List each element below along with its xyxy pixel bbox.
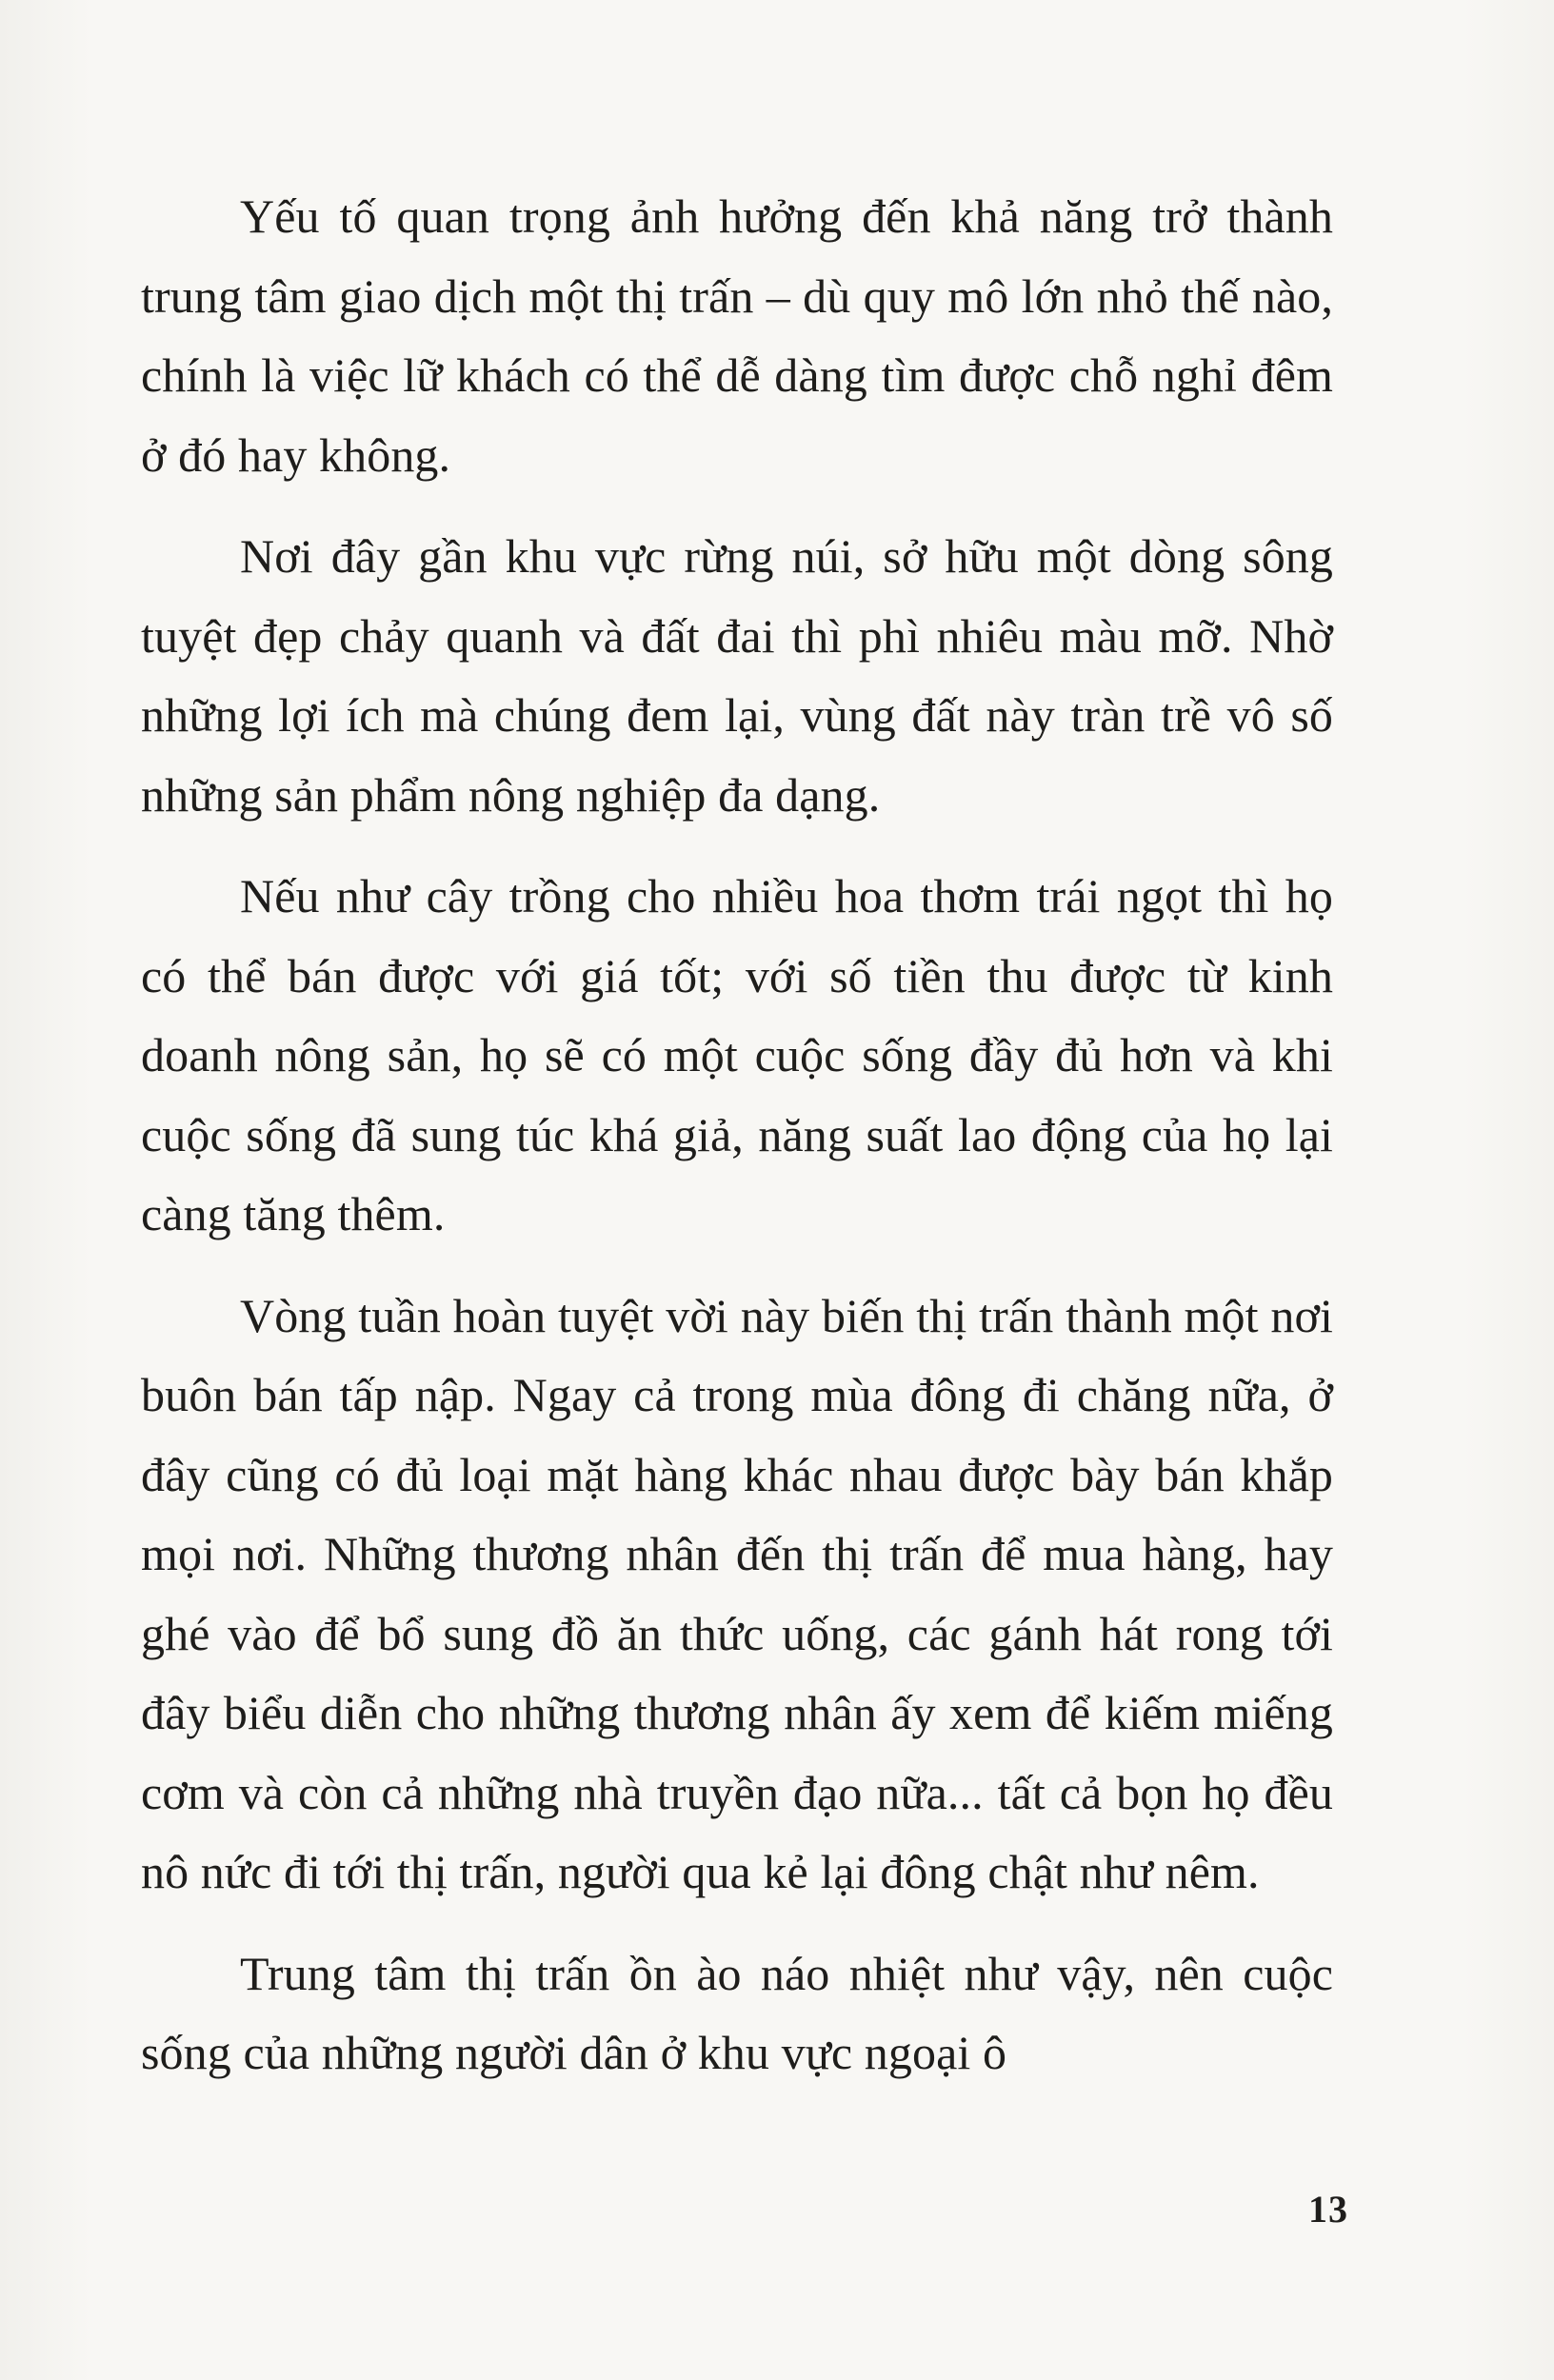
paragraph-3: Nếu như cây trồng cho nhiều hoa thơm trái ngọt thì họ có thể bán được với giá tốt; với số tiền thu được từ kinh doanh nông sản, họ sẽ có một cuộc sống đầy đủ hơn và khi cuộc sống đã sung túc khá giả, năng suất lao động của họ lại càng tăng thêm. [141, 869, 1333, 1240]
paragraph-1: Yếu tố quan trọng ảnh hưởng đến khả năng trở thành trung tâm giao dịch một thị trấn – dù quy mô lớn nhỏ thế nào, chính là việc lữ khách có thể dễ dàng tìm được chỗ nghỉ đêm ở đó hay không. [141, 189, 1333, 482]
paragraph-5: Trung tâm thị trấn ồn ào náo nhiệt như vậy, nên cuộc sống của những người dân ở khu vực ngoại ô [141, 1946, 1333, 2079]
page-number: 13 [1308, 2188, 1348, 2231]
paragraph-4: Vòng tuần hoàn tuyệt vời này biến thị trấn thành một nơi buôn bán tấp nập. Ngay cả trong mùa đông đi chăng nữa, ở đây cũng có đủ loại mặt hàng khác nhau được bày bán khắp mọi nơi. Những thương nhân đến thị trấn để mua hàng, hay ghé vào để bổ sung đồ ăn thức uống, các gánh hát rong tới đây biểu diễn cho những thương nhân ấy xem để kiếm miếng cơm và còn cả những nhà truyền đạo nữa... tất cả bọn họ đều nô nức đi tới thị trấn, người qua kẻ lại đông chật như nêm. [141, 1288, 1333, 1898]
paragraph-2: Nơi đây gần khu vực rừng núi, sở hữu một dòng sông tuyệt đẹp chảy quanh và đất đai thì phì nhiêu màu mỡ. Nhờ những lợi ích mà chúng đem lại, vùng đất này tràn trề vô số những sản phẩm nông nghiệp đa dạng. [141, 529, 1333, 822]
body-text [141, 177, 1333, 2093]
